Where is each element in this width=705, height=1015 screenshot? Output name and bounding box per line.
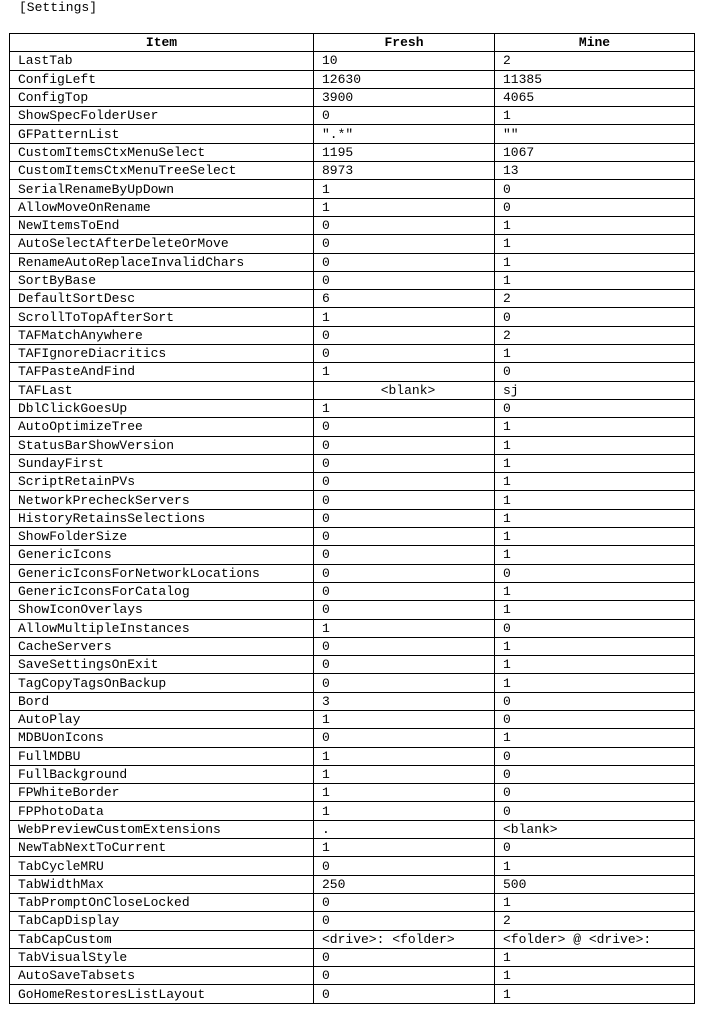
fresh-value-cell: 1 — [314, 747, 495, 765]
setting-name-cell: TabCapDisplay — [10, 912, 314, 930]
mine-value-cell: 1 — [495, 454, 695, 472]
table-row — [10, 692, 695, 710]
mine-value-cell: 11385 — [495, 70, 695, 88]
table-row — [10, 546, 695, 564]
mine-value-cell: 0 — [495, 802, 695, 820]
fresh-value-cell: 1 — [314, 784, 495, 802]
fresh-value-cell: 250 — [314, 875, 495, 893]
mine-value-cell: 0 — [495, 180, 695, 198]
setting-name-cell: ConfigLeft — [10, 70, 314, 88]
setting-name-cell: GenericIcons — [10, 546, 314, 564]
settings-table — [9, 33, 695, 1004]
mine-value-cell: 1067 — [495, 143, 695, 161]
mine-value-cell: 1 — [495, 253, 695, 271]
setting-name-cell: FPPhotoData — [10, 802, 314, 820]
table-row — [10, 198, 695, 216]
setting-name-cell: AutoPlay — [10, 710, 314, 728]
mine-value-cell: 1 — [495, 656, 695, 674]
mine-value-cell: 1 — [495, 271, 695, 289]
mine-value-cell: 1 — [495, 967, 695, 985]
table-row — [10, 399, 695, 417]
mine-value-cell: <folder> @ <drive>: — [495, 930, 695, 948]
fresh-value-cell: 0 — [314, 656, 495, 674]
fresh-value-cell: 1 — [314, 765, 495, 783]
fresh-value-cell: 12630 — [314, 70, 495, 88]
setting-name-cell: CacheServers — [10, 637, 314, 655]
fresh-value-cell: 0 — [314, 418, 495, 436]
setting-name-cell: NetworkPrecheckServers — [10, 491, 314, 509]
setting-name-cell: ScriptRetainPVs — [10, 473, 314, 491]
fresh-value-cell: 0 — [314, 637, 495, 655]
setting-name-cell: SundayFirst — [10, 454, 314, 472]
fresh-value-cell: 3900 — [314, 88, 495, 106]
table-row — [10, 473, 695, 491]
table-row — [10, 893, 695, 911]
mine-value-cell: 0 — [495, 198, 695, 216]
table-row — [10, 637, 695, 655]
header-fresh: Fresh — [314, 34, 495, 52]
mine-value-cell: 1 — [495, 582, 695, 600]
setting-name-cell: CustomItemsCtxMenuTreeSelect — [10, 162, 314, 180]
table-row — [10, 875, 695, 893]
mine-value-cell: 0 — [495, 399, 695, 417]
fresh-value-cell: 0 — [314, 601, 495, 619]
mine-value-cell: 1 — [495, 674, 695, 692]
mine-value-cell: sj — [495, 381, 695, 399]
setting-name-cell: TabCapCustom — [10, 930, 314, 948]
fresh-value-cell: 0 — [314, 967, 495, 985]
mine-value-cell: 13 — [495, 162, 695, 180]
mine-value-cell: 1 — [495, 345, 695, 363]
mine-value-cell: 0 — [495, 710, 695, 728]
mine-value-cell: 1 — [495, 418, 695, 436]
table-row — [10, 582, 695, 600]
header-item: Item — [10, 34, 314, 52]
fresh-value-cell: 6 — [314, 290, 495, 308]
fresh-value-cell: 0 — [314, 546, 495, 564]
section-title: [Settings] — [19, 0, 98, 15]
setting-name-cell: TAFIgnoreDiacritics — [10, 345, 314, 363]
mine-value-cell: 1 — [495, 948, 695, 966]
table-row — [10, 509, 695, 527]
table-row — [10, 180, 695, 198]
mine-value-cell: 0 — [495, 765, 695, 783]
setting-name-cell: ConfigTop — [10, 88, 314, 106]
table-row — [10, 948, 695, 966]
table-row — [10, 564, 695, 582]
table-row — [10, 985, 695, 1003]
fresh-value-cell: 0 — [314, 345, 495, 363]
table-row — [10, 345, 695, 363]
setting-name-cell: StatusBarShowVersion — [10, 436, 314, 454]
setting-name-cell: DefaultSortDesc — [10, 290, 314, 308]
setting-name-cell: GenericIconsForNetworkLocations — [10, 564, 314, 582]
setting-name-cell: FPWhiteBorder — [10, 784, 314, 802]
table-row — [10, 656, 695, 674]
mine-value-cell: 1 — [495, 893, 695, 911]
table-row — [10, 290, 695, 308]
fresh-value-cell: 0 — [314, 528, 495, 546]
table-row — [10, 88, 695, 106]
table-row — [10, 418, 695, 436]
mine-value-cell: 1 — [495, 436, 695, 454]
fresh-value-cell: 0 — [314, 729, 495, 747]
fresh-value-cell: <drive>: <folder> — [314, 930, 495, 948]
fresh-value-cell: 0 — [314, 893, 495, 911]
mine-value-cell: 1 — [495, 985, 695, 1003]
table-row — [10, 162, 695, 180]
fresh-value-cell: 1 — [314, 710, 495, 728]
fresh-value-cell: 0 — [314, 857, 495, 875]
table-row — [10, 619, 695, 637]
table-row — [10, 107, 695, 125]
table-row — [10, 70, 695, 88]
setting-name-cell: GenericIconsForCatalog — [10, 582, 314, 600]
fresh-value-cell: 0 — [314, 107, 495, 125]
mine-value-cell: 0 — [495, 308, 695, 326]
setting-name-cell: ShowFolderSize — [10, 528, 314, 546]
setting-name-cell: AutoSaveTabsets — [10, 967, 314, 985]
table-row — [10, 802, 695, 820]
mine-value-cell: 0 — [495, 839, 695, 857]
setting-name-cell: TAFLast — [10, 381, 314, 399]
fresh-value-cell: 1 — [314, 363, 495, 381]
mine-value-cell: 1 — [495, 473, 695, 491]
setting-name-cell: GoHomeRestoresListLayout — [10, 985, 314, 1003]
mine-value-cell: 1 — [495, 601, 695, 619]
table-row — [10, 491, 695, 509]
table-row — [10, 143, 695, 161]
setting-name-cell: AllowMultipleInstances — [10, 619, 314, 637]
table-header-row — [10, 34, 695, 52]
setting-name-cell: AutoSelectAfterDeleteOrMove — [10, 235, 314, 253]
fresh-value-cell: 0 — [314, 985, 495, 1003]
mine-value-cell: 0 — [495, 363, 695, 381]
mine-value-cell: 1 — [495, 528, 695, 546]
setting-name-cell: TAFPasteAndFind — [10, 363, 314, 381]
mine-value-cell: 1 — [495, 729, 695, 747]
setting-name-cell: WebPreviewCustomExtensions — [10, 820, 314, 838]
setting-name-cell: RenameAutoReplaceInvalidChars — [10, 253, 314, 271]
fresh-value-cell: 1 — [314, 308, 495, 326]
fresh-value-cell: 0 — [314, 912, 495, 930]
mine-value-cell: 1 — [495, 235, 695, 253]
fresh-value-cell: 0 — [314, 564, 495, 582]
table-row — [10, 710, 695, 728]
mine-value-cell: 1 — [495, 491, 695, 509]
setting-name-cell: AutoOptimizeTree — [10, 418, 314, 436]
fresh-value-cell: 0 — [314, 326, 495, 344]
table-row — [10, 216, 695, 234]
table-row — [10, 253, 695, 271]
setting-name-cell: FullBackground — [10, 765, 314, 783]
mine-value-cell: 1 — [495, 107, 695, 125]
fresh-value-cell: 0 — [314, 674, 495, 692]
mine-value-cell: 2 — [495, 912, 695, 930]
fresh-value-cell: 0 — [314, 253, 495, 271]
fresh-value-cell: 1 — [314, 802, 495, 820]
mine-value-cell: 2 — [495, 326, 695, 344]
fresh-value-cell: 0 — [314, 454, 495, 472]
setting-name-cell: NewTabNextToCurrent — [10, 839, 314, 857]
table-row — [10, 125, 695, 143]
table-row — [10, 363, 695, 381]
setting-name-cell: AllowMoveOnRename — [10, 198, 314, 216]
setting-name-cell: SortByBase — [10, 271, 314, 289]
setting-name-cell: TabWidthMax — [10, 875, 314, 893]
setting-name-cell: NewItemsToEnd — [10, 216, 314, 234]
table-row — [10, 820, 695, 838]
fresh-value-cell: 3 — [314, 692, 495, 710]
fresh-value-cell: 0 — [314, 491, 495, 509]
setting-name-cell: ScrollToTopAfterSort — [10, 308, 314, 326]
setting-name-cell: ShowIconOverlays — [10, 601, 314, 619]
setting-name-cell: TabPromptOnCloseLocked — [10, 893, 314, 911]
fresh-value-cell: <blank> — [314, 381, 495, 399]
table-row — [10, 857, 695, 875]
table-row — [10, 784, 695, 802]
mine-value-cell: 2 — [495, 52, 695, 70]
fresh-value-cell: 10 — [314, 52, 495, 70]
table-row — [10, 912, 695, 930]
fresh-value-cell: 0 — [314, 948, 495, 966]
mine-value-cell: 1 — [495, 509, 695, 527]
setting-name-cell: Bord — [10, 692, 314, 710]
setting-name-cell: SerialRenameByUpDown — [10, 180, 314, 198]
table-row — [10, 729, 695, 747]
setting-name-cell: CustomItemsCtxMenuSelect — [10, 143, 314, 161]
setting-name-cell: GFPatternList — [10, 125, 314, 143]
setting-name-cell: TAFMatchAnywhere — [10, 326, 314, 344]
fresh-value-cell: 0 — [314, 582, 495, 600]
mine-value-cell: 0 — [495, 784, 695, 802]
fresh-value-cell: 1 — [314, 180, 495, 198]
fresh-value-cell: 8973 — [314, 162, 495, 180]
fresh-value-cell: 1195 — [314, 143, 495, 161]
setting-name-cell: ShowSpecFolderUser — [10, 107, 314, 125]
table-row — [10, 528, 695, 546]
setting-name-cell: FullMDBU — [10, 747, 314, 765]
setting-name-cell: TabVisualStyle — [10, 948, 314, 966]
table-row — [10, 308, 695, 326]
mine-value-cell: "" — [495, 125, 695, 143]
fresh-value-cell: 0 — [314, 473, 495, 491]
table-row — [10, 436, 695, 454]
setting-name-cell: HistoryRetainsSelections — [10, 509, 314, 527]
fresh-value-cell: 0 — [314, 235, 495, 253]
fresh-value-cell: 0 — [314, 216, 495, 234]
setting-name-cell: SaveSettingsOnExit — [10, 656, 314, 674]
mine-value-cell: 500 — [495, 875, 695, 893]
table-row — [10, 967, 695, 985]
fresh-value-cell: 0 — [314, 509, 495, 527]
mine-value-cell: <blank> — [495, 820, 695, 838]
table-body — [10, 52, 695, 1003]
table-row — [10, 52, 695, 70]
mine-value-cell: 1 — [495, 546, 695, 564]
fresh-value-cell: 0 — [314, 436, 495, 454]
mine-value-cell: 0 — [495, 564, 695, 582]
mine-value-cell: 0 — [495, 692, 695, 710]
table-row — [10, 454, 695, 472]
table-row — [10, 271, 695, 289]
mine-value-cell: 0 — [495, 747, 695, 765]
table-row — [10, 235, 695, 253]
mine-value-cell: 0 — [495, 619, 695, 637]
mine-value-cell: 2 — [495, 290, 695, 308]
setting-name-cell: DblClickGoesUp — [10, 399, 314, 417]
table-row — [10, 747, 695, 765]
header-mine: Mine — [495, 34, 695, 52]
table-row — [10, 326, 695, 344]
setting-name-cell: MDBUonIcons — [10, 729, 314, 747]
setting-name-cell: LastTab — [10, 52, 314, 70]
fresh-value-cell: 1 — [314, 619, 495, 637]
table-row — [10, 765, 695, 783]
mine-value-cell: 4065 — [495, 88, 695, 106]
fresh-value-cell: 1 — [314, 839, 495, 857]
fresh-value-cell: ".*" — [314, 125, 495, 143]
fresh-value-cell: . — [314, 820, 495, 838]
table-row — [10, 601, 695, 619]
setting-name-cell: TabCycleMRU — [10, 857, 314, 875]
mine-value-cell: 1 — [495, 857, 695, 875]
setting-name-cell: TagCopyTagsOnBackup — [10, 674, 314, 692]
mine-value-cell: 1 — [495, 637, 695, 655]
mine-value-cell: 1 — [495, 216, 695, 234]
fresh-value-cell: 1 — [314, 198, 495, 216]
fresh-value-cell: 1 — [314, 399, 495, 417]
table-row — [10, 839, 695, 857]
table-row — [10, 381, 695, 399]
table-row — [10, 674, 695, 692]
fresh-value-cell: 0 — [314, 271, 495, 289]
table-row — [10, 930, 695, 948]
